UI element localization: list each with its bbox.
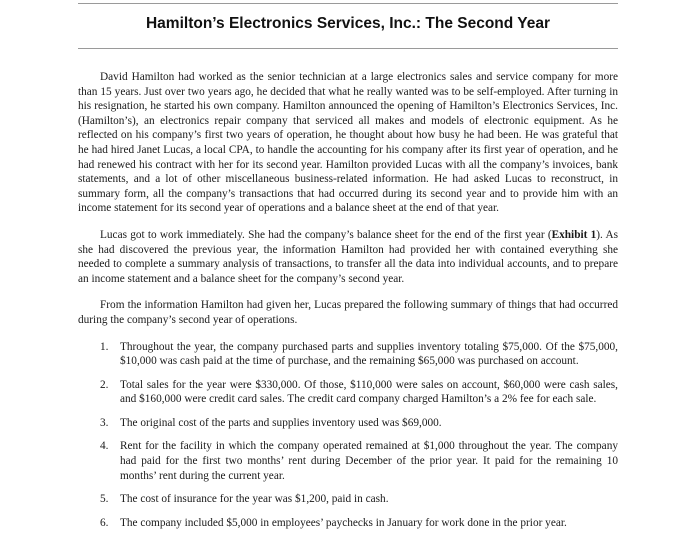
list-item xyxy=(78,378,618,407)
list-item xyxy=(78,416,618,431)
list-item xyxy=(78,439,618,483)
list-item-number: 1. xyxy=(100,340,109,353)
paragraph-lucas-end: ). As she had discovered the previous year, the information Hamilton had provided her with contained everything she needed to complete a summary analysis of transactions, to transfer all the data into individual accounts, and to prepare an income statement and a balance sheet for the company’s second year. xyxy=(78,228,619,285)
list-item-number: 6. xyxy=(100,516,109,529)
list-item xyxy=(78,516,618,531)
list-item-number: 2. xyxy=(100,378,109,391)
exhibit-reference: Exhibit 1 xyxy=(551,228,597,241)
list-item-text: The original cost of the parts and supplies inventory used was $69,000. xyxy=(120,416,442,429)
list-item xyxy=(78,340,618,369)
paragraph-lucas-start: Lucas got to work immediately. She had the company’s balance sheet for the end of the first year ( xyxy=(100,228,552,241)
list-item-number: 3. xyxy=(100,416,109,429)
list-item-text: Total sales for the year were $330,000. Of those, $110,000 were sales on account, $60,000 were cash sales, and $160,000 were credit card sales. The credit card company charged Hamilton’s a 2% fee for each sale. xyxy=(120,378,618,406)
document-title: Hamilton’s Electronics Services, Inc.: The Second Year xyxy=(145,15,551,32)
list-item-number: 5. xyxy=(100,493,109,506)
list-item-text: The cost of insurance for the year was $1,200, paid in cash. xyxy=(120,493,389,506)
document-body xyxy=(78,70,618,539)
list-item-text: The company included $5,000 in employees’ paychecks in January for work done in the prior year. xyxy=(120,516,567,529)
list-item-number: 4. xyxy=(100,440,109,453)
transaction-list xyxy=(78,340,618,531)
top-divider xyxy=(78,3,618,4)
list-item-text: Throughout the year, the company purchased parts and supplies inventory totaling $75,000. Of the $75,000, $10,000 was cash paid at the time of purchase, and the remaining $65,000 was purchased on account. xyxy=(120,340,618,368)
title-divider xyxy=(78,48,618,49)
list-item xyxy=(78,492,618,507)
paragraph-lucas xyxy=(78,228,618,286)
paragraph-intro: David Hamilton had worked as the senior technician at a large electronics sales and service company for more than 15 years. Just over two years ago, he decided that what he really wanted was to be self-employed. After turning in his resignation, he started his own company. Hamilton announced the opening of Hamilton’s Electronics Services, Inc. (Hamilton’s), an electronics repair company that serviced all makes and models of electronic equipment. As he reflected on his company’s first two years of operation, he thought about how busy he had been. He was grateful that he had hired Janet Lucas, a local CPA, to handle the accounting for his company after its first year of operation, and he had renewed his contract with her for its second year. Hamilton provided Lucas with all the company’s invoices, bank statements, and a lot of other miscellaneous business-related information. He had asked Lucas to reconstruct, in summary form, all the company’s transactions that had occurred during its second year and to provide him with an income statement for its second year of operations and a balance sheet at the end of that year. xyxy=(78,71,618,215)
list-item-text: Rent for the facility in which the company operated remained at $1,000 throughout the year. The company had paid for the first two months’ rent during December of the prior year. It paid for the remaining 10 months’ rent during the current year. xyxy=(120,440,618,482)
paragraph-summary-intro: From the information Hamilton had given her, Lucas prepared the following summary of things that had occurred during the company’s second year of operations. xyxy=(78,299,618,326)
